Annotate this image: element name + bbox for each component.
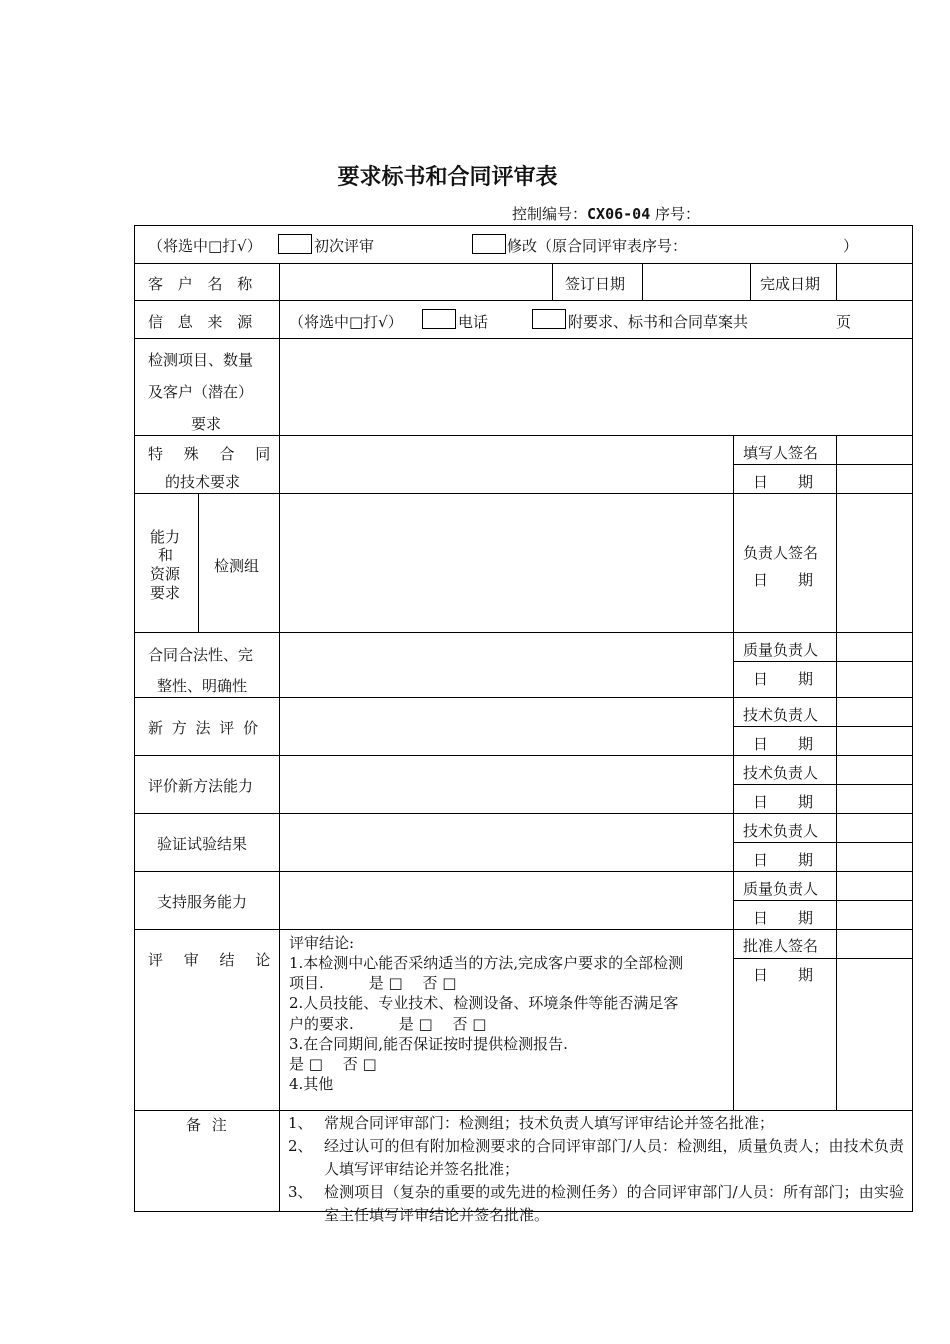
seq-label: 序号： (655, 205, 701, 223)
verify-date-label: 日 期 (753, 851, 814, 869)
client-name-label: 客 户 名 称 (148, 275, 253, 293)
items-label-3: 要求 (191, 415, 222, 433)
legal-label-2: 整性、明确性 (157, 677, 248, 695)
control-label: 控制编号： (512, 205, 588, 223)
verify-sign-label: 技术负责人 (743, 822, 819, 840)
review-hint: （将选中□打√） (148, 237, 262, 255)
capability-label-2: 和 (158, 546, 174, 564)
responsible-sign-label: 负责人签名 (743, 544, 819, 562)
control-code: CX06-04 (587, 205, 651, 223)
modify-close: ） (843, 237, 859, 255)
list-item: 2、 经过认可的但有附加检测要求的合同评审部门/人员：检测组，质量负责人；由技术负责人填写评审结论并签名批准； (288, 1137, 904, 1178)
newcap-sign-label: 技术负责人 (743, 764, 819, 782)
conclusion-date-label: 日 期 (753, 966, 814, 984)
new-method-label: 新 方 法 评 价 (148, 719, 259, 737)
conclusion-heading: 评审结论: (289, 934, 355, 952)
capability-label-3: 资源 (150, 565, 181, 583)
special-label-1: 特 殊 合 同 (148, 445, 271, 463)
remark-list (288, 1112, 904, 1227)
legal-date-label: 日 期 (753, 670, 814, 688)
filler-sign-label: 填写人签名 (743, 444, 819, 462)
modify-label: 修改（原合同评审表序号： (507, 237, 688, 255)
form-title: 要求标书和合同评审表 (337, 165, 558, 190)
special-date-label: 日 期 (753, 473, 814, 491)
newcap-date-label: 日 期 (753, 793, 814, 811)
sign-date-label: 签订日期 (565, 275, 626, 293)
conclusion-q4: 4.其他 (289, 1075, 334, 1093)
conclusion-q2a: 2.人员技能、专业技术、检测设备、环境条件等能否满足客 (289, 994, 679, 1012)
first-review-label: 初次评审 (314, 237, 375, 255)
quality-sign-label: 质量负责人 (743, 641, 819, 659)
new-capability-label: 评价新方法能力 (148, 777, 254, 795)
capability-date-label: 日 期 (753, 571, 814, 589)
phone-label: 电话 (458, 313, 489, 331)
verify-label: 验证试验结果 (157, 835, 248, 853)
info-source-label: 信 息 来 源 (148, 313, 253, 331)
page-label: 页 (836, 313, 852, 331)
list-item: 1、 常规合同评审部门：检测组；技术负责人填写评审结论并签名批准； (288, 1114, 775, 1132)
conclusion-q1b: 项目. 是 □ 否 □ (289, 974, 457, 992)
modify-checkbox[interactable] (472, 234, 506, 254)
support-sign-label: 质量负责人 (743, 880, 819, 898)
conclusion-q3a: 3.在合同期间,能否保证按时提供检测报告. (289, 1035, 568, 1053)
approver-sign-label: 批准人签名 (743, 937, 819, 955)
capability-label-4: 要求 (150, 584, 181, 602)
items-label-2: 及客户（潜在） (148, 383, 254, 401)
attach-checkbox[interactable] (532, 309, 566, 329)
legal-label-1: 合同合法性、完 (148, 646, 254, 664)
special-label-2: 的技术要求 (165, 473, 241, 491)
source-hint: （将选中□打√） (289, 313, 403, 331)
support-date-label: 日 期 (753, 909, 814, 927)
finish-date-label: 完成日期 (760, 275, 821, 293)
support-label: 支持服务能力 (157, 893, 248, 911)
newmethod-date-label: 日 期 (753, 735, 814, 753)
conclusion-label: 评 审 结 论 (148, 951, 271, 969)
remark-label: 备 注 (186, 1116, 227, 1134)
capability-label-1: 能力 (150, 528, 181, 546)
list-item: 3、 检测项目（复杂的重要的或先进的检测任务）的合同评审部门/人员：所有部门；由实验室主任填写评审结论并签名批准。 (288, 1183, 904, 1224)
conclusion-q1a: 1.本检测中心能否采纳适当的方法,完成客户要求的全部检测 (289, 954, 684, 972)
newmethod-sign-label: 技术负责人 (743, 706, 819, 724)
control-number (512, 203, 700, 224)
first-review-checkbox[interactable] (278, 234, 312, 254)
attach-label: 附要求、标书和合同草案共 (568, 313, 749, 331)
test-group-label: 检测组 (214, 557, 260, 575)
phone-checkbox[interactable] (422, 309, 456, 329)
conclusion-q3b: 是 □ 否 □ (289, 1055, 377, 1073)
conclusion-q2b: 户的要求. 是 □ 否 □ (289, 1015, 487, 1033)
items-label-1: 检测项目、数量 (148, 351, 254, 369)
